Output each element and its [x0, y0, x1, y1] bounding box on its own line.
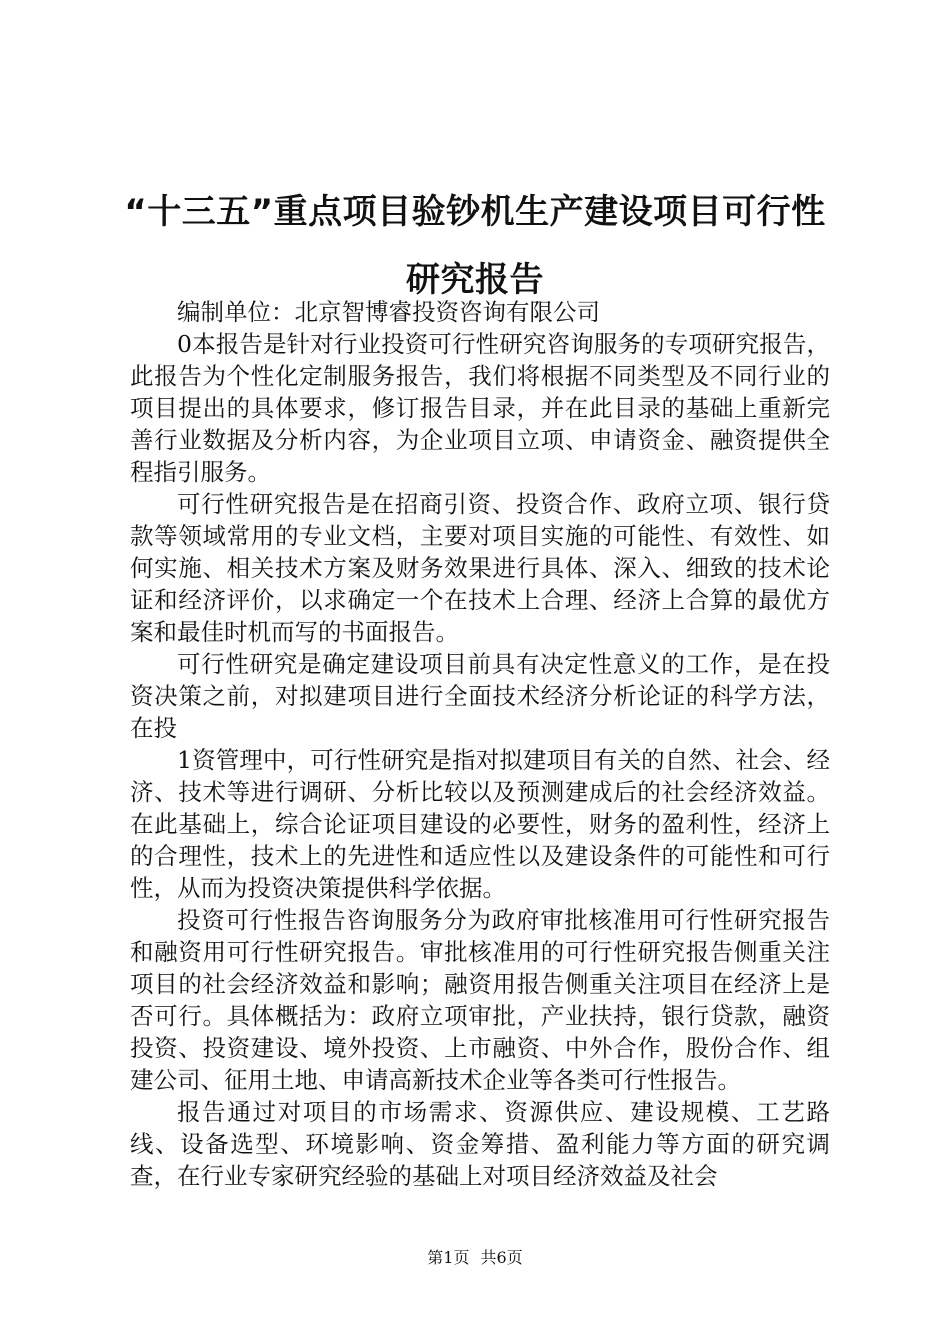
body-paragraph: 可行性研究是确定建设项目前具有决定性意义的工作，是在投资决策之前，对拟建项目进行全面技术经济分析论证的科学方法，在投: [130, 650, 830, 742]
body-paragraph: 1资管理中，可行性研究是指对拟建项目有关的自然、社会、经济、技术等进行调研、分析比较以及预测建成后的社会经济效益。在此基础上，综合论证项目建设的必要性，财务的盈利性，经济上的合理性，技术上的先进性和适应性以及建设条件的可能性和可行性，从而为投资决策提供科学依据。: [130, 746, 830, 902]
document-body: [130, 296, 830, 1192]
body-paragraph: 投资可行性报告咨询服务分为政府审批核准用可行性研究报告和融资用可行性研究报告。审批核准用的可行性研究报告侧重关注项目的社会经济效益和影响；融资用报告侧重关注项目在经济上是否可行。具体概括为：政府立项审批，产业扶持，银行贷款，融资投资、投资建设、境外投资、上市融资、中外合作，股份合作、组建公司、征用土地、申请高新技术企业等各类可行性报告。: [130, 906, 830, 1094]
document-title: “十三五”重点项目验钞机生产建设项目可行性研究报告: [124, 192, 826, 300]
page-footer: [0, 1245, 950, 1268]
body-paragraph: 0本报告是针对行业投资可行性研究咨询服务的专项研究报告，此报告为个性化定制服务报告，我们将根据不同类型及不同行业的项目提出的具体要求，修订报告目录，并在此目录的基础上重新完善行业数据及分析内容，为企业项目立项、申请资金、融资提供全程指引服务。: [130, 330, 830, 486]
compiler-line: 编制单位：北京智博睿投资咨询有限公司: [177, 298, 600, 326]
body-paragraph: 可行性研究报告是在招商引资、投资合作、政府立项、银行贷款等领域常用的专业文档，主要对项目实施的可能性、有效性、如何实施、相关技术方案及财务效果进行具体、深入、细致的技术论证和经济评价，以求确定一个在技术上合理、经济上合算的最优方案和最佳时机而写的书面报告。: [130, 490, 830, 646]
body-paragraph: 报告通过对项目的市场需求、资源供应、建设规模、工艺路线、设备选型、环境影响、资金筹措、盈利能力等方面的研究调查，在行业专家研究经验的基础上对项目经济效益及社会: [130, 1098, 830, 1190]
page-total: 共6页: [480, 1248, 523, 1267]
page-number: 第1页: [427, 1248, 470, 1267]
